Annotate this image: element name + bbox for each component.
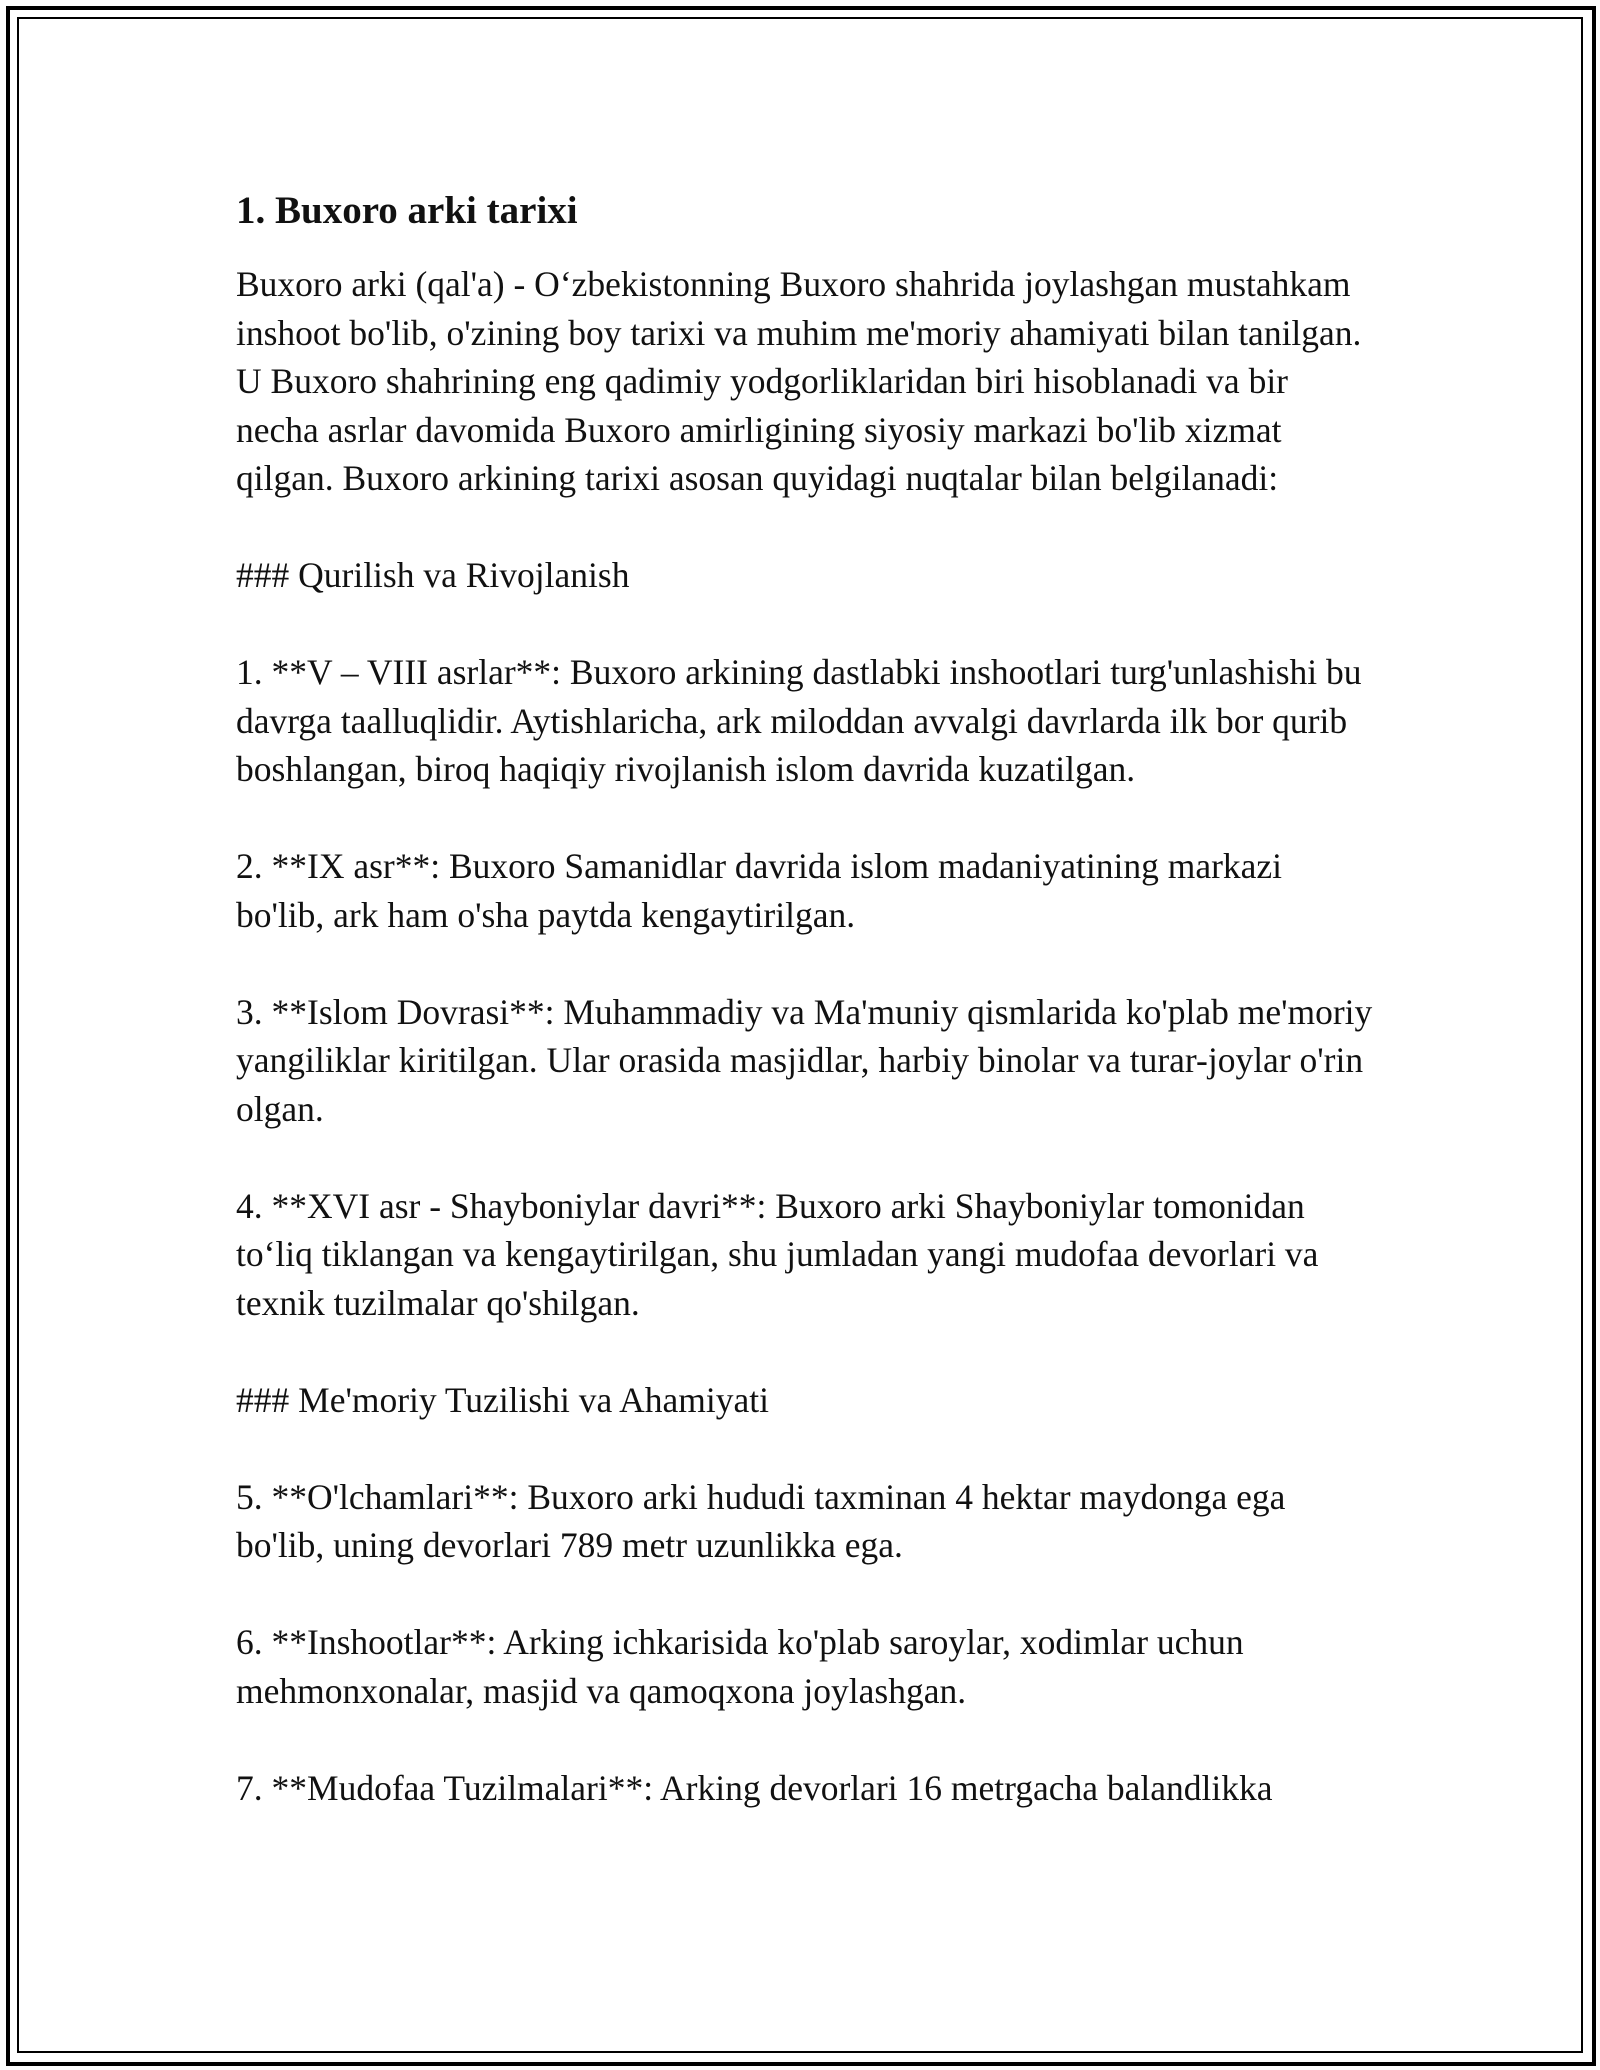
- list-item-4: 4. **XVI asr - Shayboniylar davri**: Buxoro arki Shayboniylar tomonidan to‘liq tiklangan va kengaytirilgan, shu jumladan yangi mudofaa devorlari va texnik tuzilmalar qo'shilgan.: [236, 1185, 1319, 1323]
- list-item-3: 3. **Islom Dovrasi**: Muhammadiy va Ma'muniy qismlarida ko'plab me'moriy yangiliklar kiritilgan. Ular orasida masjidlar, harbiy binolar va turar-joylar o'rin olgan.: [236, 991, 1373, 1129]
- list-item-6: 6. **Inshootlar**: Arking ichkarisida ko'plab saroylar, xodimlar uchun mehmonxonalar, masjid va qamoqxona joylashgan.: [236, 1622, 1244, 1711]
- list-item-1: 1. **V – VIII asrlar**: Buxoro arkining dastlabki inshootlari turg'unlashishi bu davrga taalluqlidir. Aytishlaricha, ark miloddan avvalgi davrlarda ilk bor qurib boshlangan, biroq haqiqiy rivojlanish islom davrida kuzatilgan.: [236, 652, 1362, 789]
- document-title: 1. Buxoro arki tarixi: [236, 189, 578, 232]
- list-item-5: 5. **O'lchamlari**: Buxoro arki hududi taxminan 4 hektar maydonga ega bo'lib, uning devorlari 789 metr uzunlikka ega.: [236, 1476, 1286, 1565]
- list-item-2: 2. **IX asr**: Buxoro Samanidlar davrida islom madaniyatining markazi bo'lib, ark ham o'sha paytda kengaytirilgan.: [236, 846, 1283, 935]
- document-body: [236, 186, 1376, 1861]
- section-heading-architecture: ### Me'moriy Tuzilishi va Ahamiyati: [236, 1379, 769, 1420]
- intro-paragraph: Buxoro arki (qal'a) - O‘zbekistonning Buxoro shahrida joylashgan mustahkam inshoot bo'lib, o'zining boy tarixi va muhim me'moriy ahamiyati bilan tanilgan. U Buxoro shahrining eng qadimiy yodgorliklaridan biri hisoblanadi va bir necha asrlar davomida Buxoro amirligining siyosiy markazi bo'lib xizmat qilgan. Buxoro arkining tarixi asosan quyidagi nuqtalar bilan belgilanadi:: [236, 264, 1362, 498]
- list-item-7: 7. **Mudofaa Tuzilmalari**: Arking devorlari 16 metrgacha balandlikka: [236, 1767, 1273, 1808]
- section-heading-construction: ### Qurilish va Rivojlanish: [236, 555, 630, 595]
